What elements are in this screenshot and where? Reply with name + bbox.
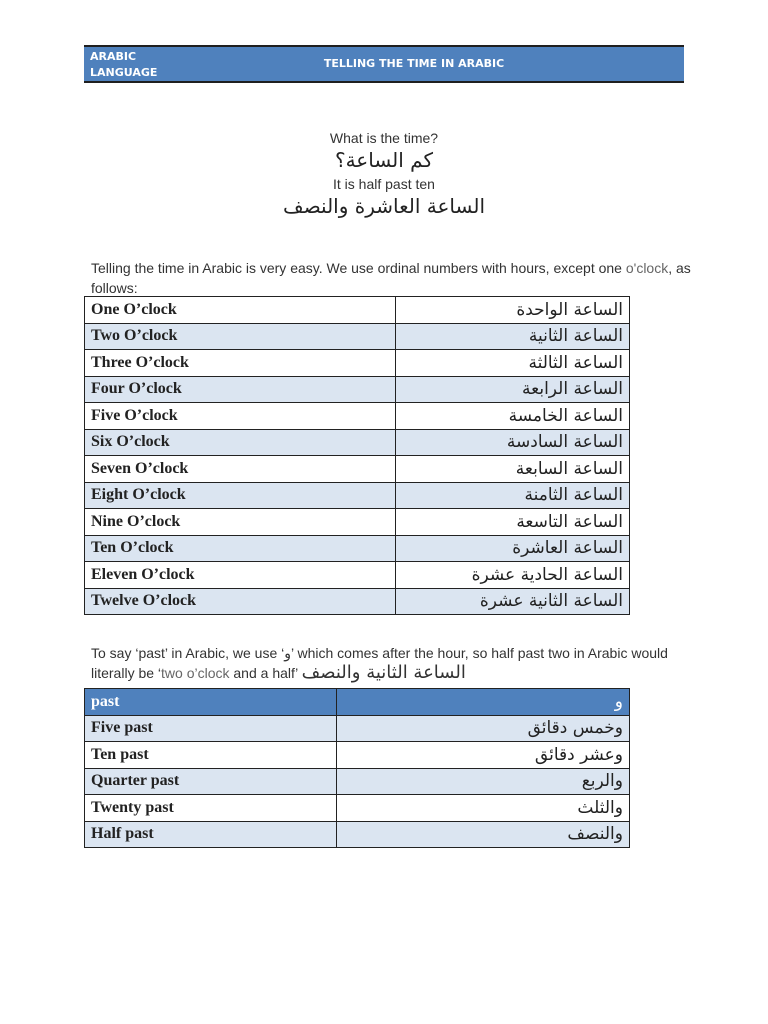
past-paragraph-text-c: and a half’ [229, 665, 302, 681]
intro-paragraph-text-a: Telling the time in Arabic is very easy. We use ordinal numbers with hours, except one [91, 260, 626, 276]
answer-english: It is half past ten [333, 176, 435, 192]
hour-english: One O’clock [85, 297, 396, 324]
table-row [85, 562, 630, 589]
past-arabic: والثلث [337, 795, 630, 822]
table-row [85, 456, 630, 483]
table-row [85, 509, 630, 536]
past-english: Twenty past [85, 795, 337, 822]
hour-english: Three O’clock [85, 350, 396, 377]
hour-english: Eight O’clock [85, 482, 396, 509]
past-arabic: و [337, 689, 630, 716]
question-english: What is the time? [329, 130, 439, 146]
table-row [85, 821, 630, 848]
past-english: Quarter past [85, 768, 337, 795]
hour-english: Four O’clock [85, 376, 396, 403]
header-center-title: TELLING THE TIME IN ARABIC [323, 57, 505, 70]
hour-arabic: الساعة التاسعة [396, 509, 630, 536]
past-arabic: وخمس دقائق [337, 715, 630, 742]
past-english: Half past [85, 821, 337, 848]
table-row [85, 350, 630, 377]
hour-arabic: الساعة الحادية عشرة [396, 562, 630, 589]
hour-english: Twelve O’clock [85, 588, 396, 615]
hour-english: Seven O’clock [85, 456, 396, 483]
table-row [85, 429, 630, 456]
past-paragraph-arabic: الساعة الثانية والنصف [301, 662, 466, 683]
past-arabic: والنصف [337, 821, 630, 848]
intro-paragraph-text-b: o'clock [625, 260, 669, 276]
hour-arabic: الساعة الثالثة [396, 350, 630, 377]
hour-arabic: الساعة العاشرة [396, 535, 630, 562]
table-row [85, 588, 630, 615]
hour-arabic: الساعة الخامسة [396, 403, 630, 430]
hour-arabic: الساعة السابعة [396, 456, 630, 483]
table-row [85, 297, 630, 324]
hour-english: Two O’clock [85, 323, 396, 350]
past-paragraph [91, 643, 691, 683]
intro-paragraph-text-c: , as follows: [91, 260, 691, 296]
table-row [85, 715, 630, 742]
hour-arabic: الساعة السادسة [396, 429, 630, 456]
hour-english: Nine O’clock [85, 509, 396, 536]
hour-english: Five O’clock [85, 403, 396, 430]
table-row [85, 403, 630, 430]
table-row [85, 795, 630, 822]
hour-english: Eleven O’clock [85, 562, 396, 589]
past-english: past [85, 689, 337, 716]
past-arabic: وعشر دقائق [337, 742, 630, 769]
hour-arabic: الساعة الثانية عشرة [396, 588, 630, 615]
hour-arabic: الساعة الواحدة [396, 297, 630, 324]
hour-english: Six O’clock [85, 429, 396, 456]
past-paragraph-text-a: To say ‘past’ in Arabic, we use ‘و’ which comes after the hour, so half past two in Arabic would literally be ‘ [91, 645, 668, 681]
intro-paragraph [91, 258, 691, 298]
past-english: Ten past [85, 742, 337, 769]
table-row [85, 768, 630, 795]
table-row [85, 376, 630, 403]
table-row [85, 689, 630, 716]
hours-table [84, 296, 630, 615]
past-table [84, 688, 630, 848]
hour-arabic: الساعة الثانية [396, 323, 630, 350]
table-row [85, 482, 630, 509]
table-row [85, 323, 630, 350]
past-arabic: والربع [337, 768, 630, 795]
header-left-title: ARABIC LANGUAGE [90, 50, 158, 79]
past-english: Five past [85, 715, 337, 742]
hour-english: Ten O’clock [85, 535, 396, 562]
answer-arabic: الساعة العاشرة والنصف [282, 194, 485, 218]
table-row [85, 535, 630, 562]
hour-arabic: الساعة الثامنة [396, 482, 630, 509]
table-row [85, 742, 630, 769]
past-paragraph-text-b: two o’clock [161, 665, 230, 681]
question-arabic: كم الساعة؟ [334, 148, 434, 172]
document-header [84, 45, 684, 83]
hour-arabic: الساعة الرابعة [396, 376, 630, 403]
